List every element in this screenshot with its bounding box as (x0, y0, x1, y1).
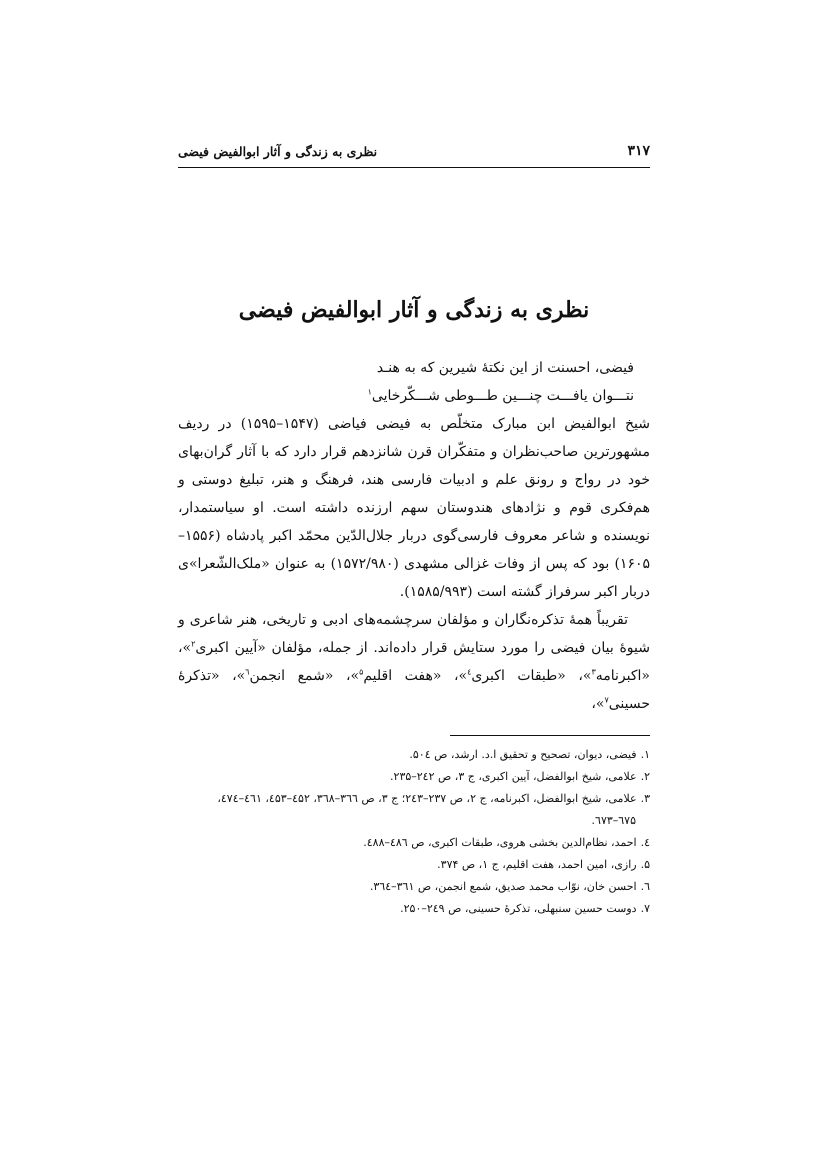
paragraph-2-text-a: تقریباً همهٔ تذکره‌نگاران و مؤلفان سرچشمه‌های ادبی و تاریخی، هنر شاعری و شیوهٔ بیان فیضی را مورد ستایش قرار داده‌اند. از جمله، مؤلفان «آیین اکبری (178, 612, 650, 656)
footnote-marker-1: ۱ (367, 387, 372, 397)
footnote-number: ۵. (640, 858, 650, 871)
paragraph-1: شیخ ابوالفیض ابن مبارک متخلّص به فیضی فیاضی (۱۵۴۷–۱۵۹۵) در ردیف مشهورترین صاحب‌نظران و متفکّران قرن شانزدهم قرار دارد که با آثار گران‌بهای خود در رواج و رونق علم و ادبیات فارسی هند، فرهنگ و هنر، تبلیغ دوستی و هم‌فکری قوم و نژادهای هندوستان سهم ارزنده داشته است. او سیاستمدار، نویسنده و شاعر معروف فارسی‌گوی دربار جلال‌الدّین محمّد اکبر پادشاه (۱۵۵۶–۱۶۰۵) بود که پس از وفات غزالی مشهدی (۱۵۷۲/۹۸۰) به عنوان «ملک‌الشّعرا»ی دربار اکبر سرفراز گشته است (۱۵۸۵/۹۹۳). (178, 416, 650, 600)
footnote-2 (178, 766, 650, 788)
footnote-number: ۷. (640, 902, 650, 915)
running-title: نظری به زندگی و آثار ابوالفیض فیضی (178, 144, 378, 159)
footnote-number: ۱. (640, 748, 650, 761)
footnote-marker-7: ۷ (604, 695, 609, 705)
footnote-marker-2: ۲ (191, 639, 196, 649)
page-number: ۳۱۷ (627, 143, 650, 159)
paragraph-2-text-c: »، «طبقات اکبری (471, 668, 592, 684)
footnote-rule (450, 735, 650, 736)
body-text (178, 410, 650, 718)
footnotes (178, 744, 650, 920)
verse-line-1: فیضی، احسنت از این نکتهٔ شیرین که به هنـد (376, 360, 634, 376)
paragraph-2 (178, 606, 650, 718)
verse-line-2-text: نتـــوان یافـــت چنـــین طـــوطی شـــکّرخایی (371, 388, 634, 404)
footnote-7 (178, 898, 650, 920)
footnote-text: دوست حسین سنبهلی، تذکرهٔ حسینی، ص ۲٤۹–۲۵۰. (400, 902, 637, 915)
footnote-text: علامی، شیخ ابوالفضل، آیین اکبری، ج ۳، ص ۲٤۲–۲۳۵. (390, 770, 637, 783)
paragraph-2-text-g: »، (591, 696, 605, 712)
paragraph-2-text-d: »، «هفت اقلیم (363, 668, 468, 684)
footnote-4 (178, 832, 650, 854)
footnote-marker-5: ۵ (359, 667, 364, 677)
footnote-number: ۲. (640, 770, 650, 783)
footnote-text: رازی، امین احمد، هفت اقلیم، ج ۱، ص ۳۷۴. (437, 858, 637, 871)
footnote-continuation: ٦۷۵–٦۷۳. (591, 814, 636, 827)
paragraph-2-text-b: »، «اکبرنامه (178, 640, 651, 684)
header-rule (178, 167, 650, 168)
opening-verse (300, 354, 640, 410)
footnote-number: ٦. (640, 880, 650, 893)
paragraph-2-text-e: »، «شمع انجمن (249, 668, 360, 684)
footnote-5 (178, 854, 650, 876)
footnote-marker-4: ٤ (467, 667, 472, 677)
footnote-1 (178, 744, 650, 766)
article-title: نظری به زندگی و آثار ابوالفیض فیضی (238, 297, 590, 323)
footnote-text: احسن خان، نوّاب محمد صدیق، شمع انجمن، ص ۳٦۱–۳٦٤. (369, 880, 637, 893)
footnote-marker-6: ٦ (245, 667, 250, 677)
paragraph-2-text-f: »، «تذکرهٔ حسینی (178, 668, 650, 712)
footnote-text: احمد، نظام‌الدین بخشی هروی، طبقات اکبری، ص ٤۸٦–٤۸۸. (363, 836, 637, 849)
footnote-text: فیضی، دیوان، تصحیح و تحقیق ا.د. ارشد، ص ۵۰٤. (409, 748, 637, 761)
footnote-6 (178, 876, 650, 898)
footnote-text: علامی، شیخ ابوالفضل، اکبرنامه، ج ۲، ص ۲۳۷–۲٤۳؛ ج ۳، ص ۳٦٦–۳٦۸، ٤۵۲–٤۵۳، ٤٦۱–٤۷٤، (217, 792, 637, 805)
footnote-number: ٤. (640, 836, 650, 849)
verse-line-2 (300, 382, 640, 410)
footnote-3 (178, 788, 650, 832)
footnote-number: ۳. (640, 792, 650, 805)
footnote-marker-3: ۳ (591, 667, 596, 677)
running-header (178, 143, 650, 165)
